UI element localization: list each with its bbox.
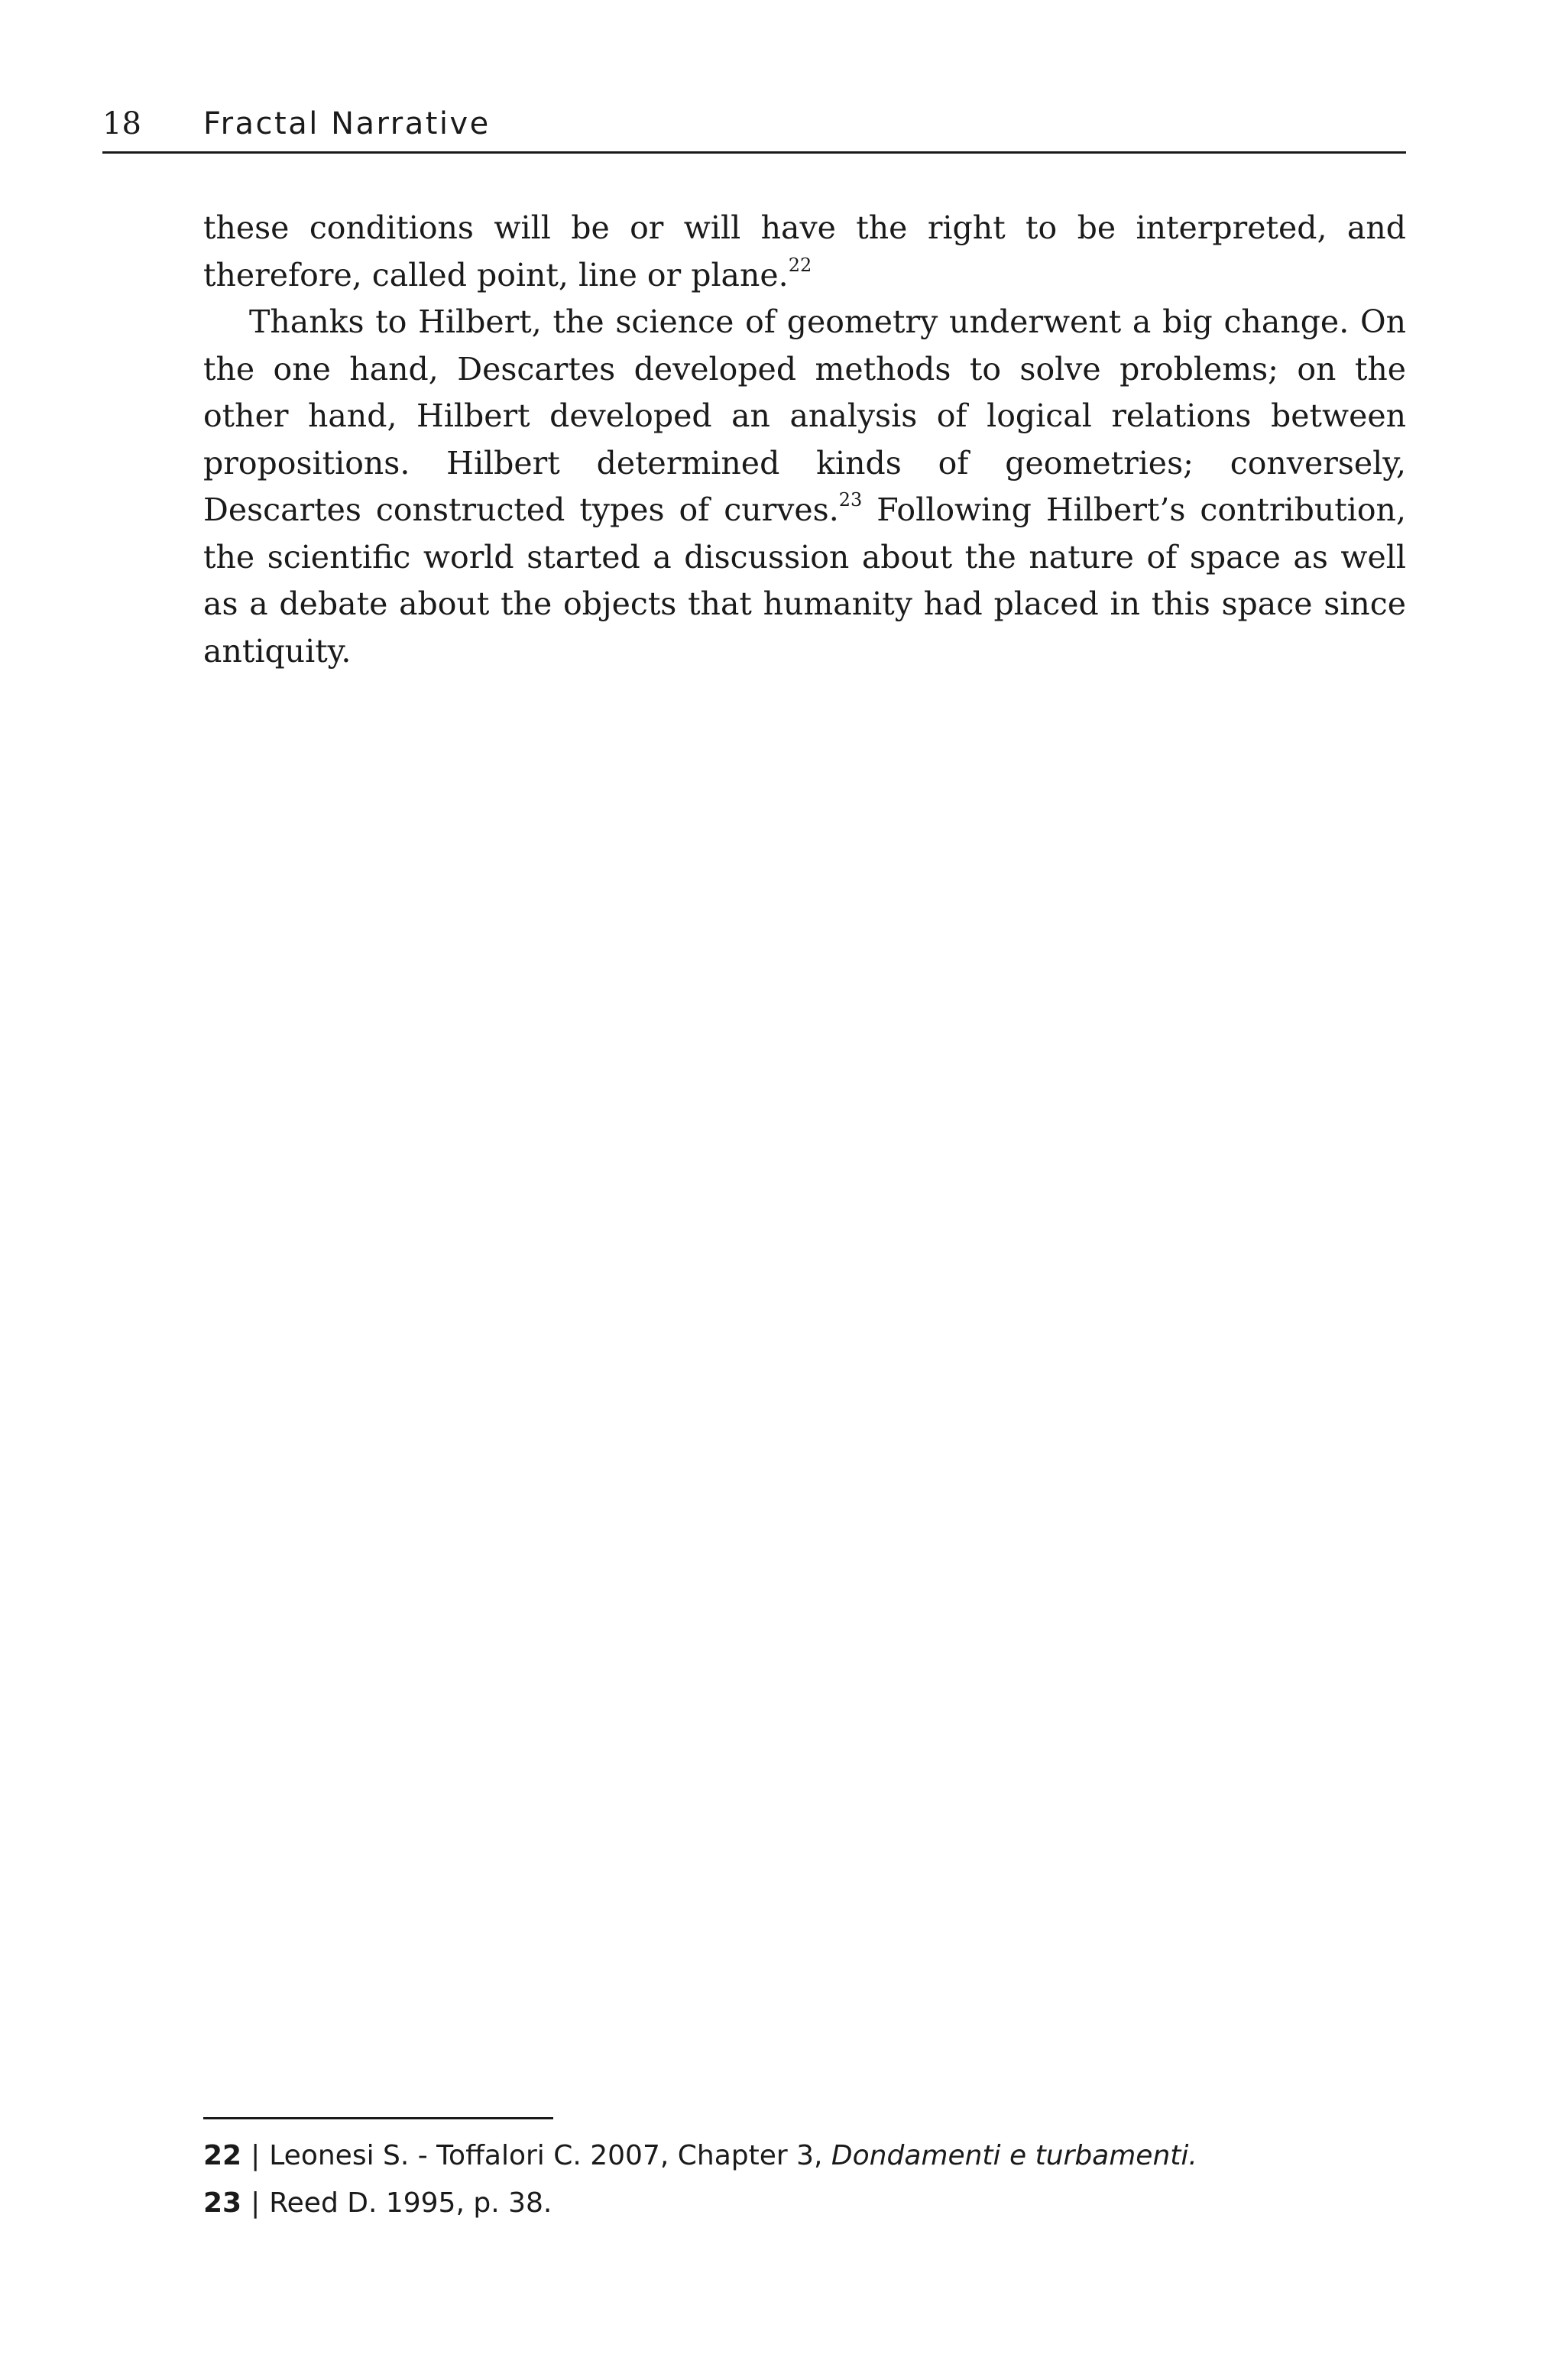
paragraph-2 <box>203 299 1406 675</box>
paragraph-2-text-a: Thanks to Hilbert, the science of geometry underwent a big change. On the one hand, Descartes developed methods to solve problems; on the other hand, Hilbert developed an analysis of logical relations between propositions. Hilbert determined kinds of geometries; conversely, Descartes constructed types of curves. <box>203 303 1406 528</box>
running-header <box>102 102 1406 154</box>
paragraph-2-text-b: Following Hilbert’s contribution, the scientific world started a discussion about the nature of space as well as a debate about the objects that humanity had placed in this space since antiquity. <box>203 491 1406 670</box>
page-number: 18 <box>102 106 141 141</box>
footnote-title: Dondamenti e turbamenti. <box>831 2140 1197 2171</box>
paragraph-1 <box>203 205 1406 299</box>
footnote-ref-23[interactable]: 23 <box>838 489 863 511</box>
footnote-divider <box>203 2117 553 2119</box>
footnote-22 <box>203 2132 1406 2180</box>
footnote-separator: | <box>251 2140 261 2171</box>
footnote-number: 22 <box>203 2140 242 2171</box>
footnote-separator: | <box>251 2187 261 2219</box>
footnote-text: Leonesi S. - Toffalori C. 2007, Chapter 3, <box>269 2140 831 2171</box>
footnote-number: 23 <box>203 2187 242 2219</box>
body-text <box>203 205 1406 675</box>
running-title: Fractal Narrative <box>203 106 491 141</box>
footnotes <box>203 2132 1406 2227</box>
paragraph-1-text: these conditions will be or will have the right to be interpreted, and therefore, called point, line or plane. <box>203 209 1406 293</box>
footnote-text: Reed D. 1995, p. 38. <box>269 2187 552 2219</box>
footnote-ref-22[interactable]: 22 <box>788 254 812 276</box>
footnote-23 <box>203 2180 1406 2227</box>
